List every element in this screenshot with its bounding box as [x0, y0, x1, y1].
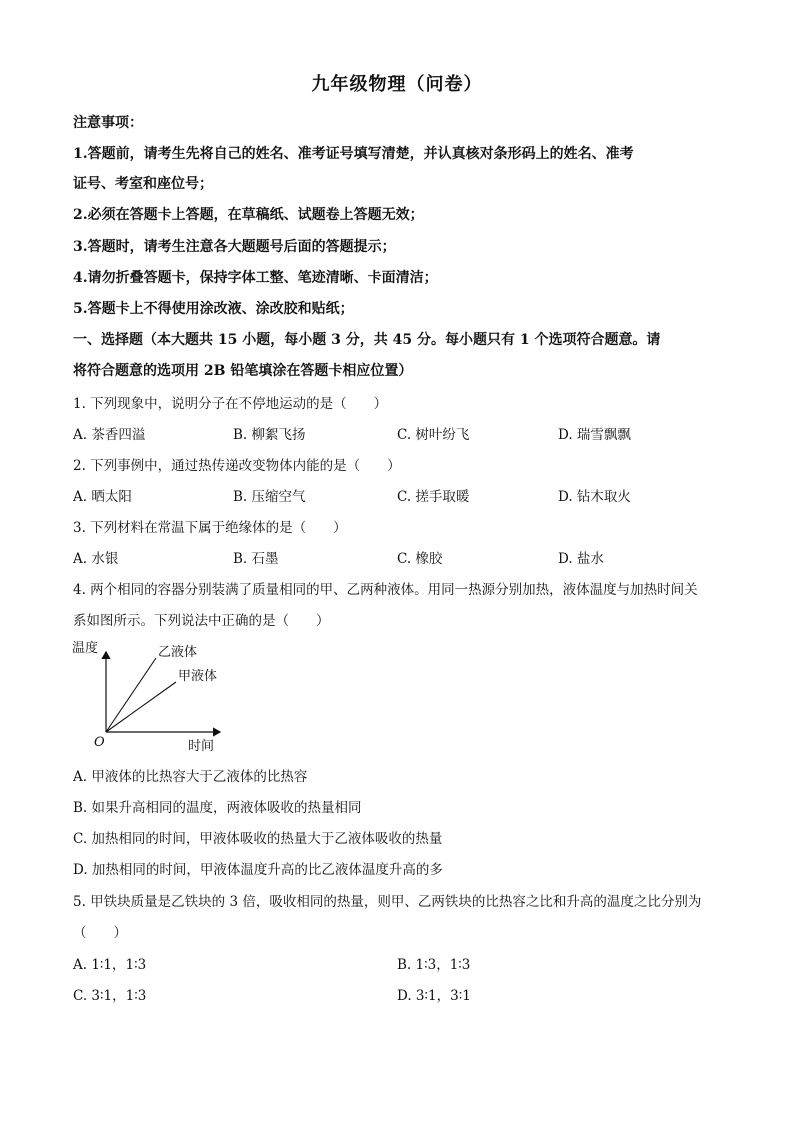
question-4-option-d: D. 加热相同的时间，甲液体温度升高的比乙液体温度升高的多 — [73, 862, 443, 878]
series-label-jia: 甲液体 — [178, 669, 218, 684]
question-3-option-d: D. 盐水 — [558, 551, 604, 567]
question-4-option-b: B. 如果升高相同的温度，两液体吸收的热量相同 — [73, 800, 362, 816]
question-2-option-b: B. 压缩空气 — [233, 489, 306, 505]
question-4-option-a: A. 甲液体的比热容大于乙液体的比热容 — [73, 769, 308, 785]
section-heading-cont: 将符合题意的选项用 2B 铅笔填涂在答题卡相应位置） — [73, 363, 413, 379]
question-4-stem: 4. 两个相同的容器分别装满了质量相同的甲、乙两种液体。用同一热源分别加热，液体温度与加热时间关 — [73, 582, 698, 598]
question-1-option-d: D. 瑞雪飘飘 — [558, 427, 631, 443]
question-3-stem: 3. 下列材料在常温下属于绝缘体的是（ ） — [73, 520, 347, 536]
question-5-option-a: A. 1∶1，1∶3 — [73, 957, 147, 973]
question-4-option-c: C. 加热相同的时间，甲液体吸收的热量大于乙液体吸收的热量 — [73, 831, 443, 847]
origin-label: O — [94, 735, 105, 750]
question-3-option-c: C. 橡胶 — [397, 551, 443, 567]
notice-item-2: 2.必须在答题卡上答题，在草稿纸、试题卷上答题无效； — [73, 207, 424, 223]
question-5-option-c: C. 3∶1，1∶3 — [73, 988, 147, 1004]
temperature-time-graph — [70, 640, 230, 758]
question-2-option-a: A. 晒太阳 — [73, 489, 132, 505]
question-1-option-a: A. 茶香四溢 — [73, 427, 146, 443]
question-3-option-a: A. 水银 — [73, 551, 119, 567]
question-1-option-c: C. 树叶纷飞 — [397, 427, 470, 443]
page-title: 九年级物理（问卷） — [311, 74, 483, 95]
notice-heading: 注意事项： — [73, 115, 143, 131]
x-axis-label: 时间 — [188, 739, 215, 754]
notice-item-4: 4.请勿折叠答题卡，保持字体工整、笔迹清晰、卡面清洁； — [73, 270, 438, 286]
series-line-yi — [106, 658, 156, 732]
notice-item-1: 1.答题前，请考生先将自己的姓名、准考证号填写清楚，并认真核对条形码上的姓名、准考 — [73, 146, 634, 162]
section-heading: 一、选择题（本大题共 15 小题，每小题 3 分，共 45 分。每小题只有 1 个选项符合题意。请 — [73, 332, 661, 348]
question-1-stem: 1. 下列现象中，说明分子在不停地运动的是（ ） — [73, 396, 388, 412]
question-2-option-c: C. 搓手取暖 — [397, 489, 470, 505]
notice-item-5: 5.答题卡上不得使用涂改液、涂改胶和贴纸； — [73, 301, 354, 317]
question-2-stem: 2. 下列事例中，通过热传递改变物体内能的是（ ） — [73, 458, 401, 474]
notice-item-3: 3.答题时，请考生注意各大题题号后面的答题提示； — [73, 239, 396, 255]
series-label-yi: 乙液体 — [158, 645, 198, 660]
question-5-option-d: D. 3∶1，3∶1 — [397, 988, 471, 1004]
question-2-option-d: D. 钻木取火 — [558, 489, 631, 505]
question-4-stem-cont: 系如图所示。下列说法中正确的是（ ） — [73, 613, 330, 629]
question-5-stem-cont: （ ） — [73, 925, 127, 941]
y-axis-label: 温度 — [72, 641, 99, 656]
question-5-stem: 5. 甲铁块质量是乙铁块的 3 倍，吸收相同的热量，则甲、乙两铁块的比热容之比和升高的温度之比分别为 — [73, 894, 702, 910]
question-5-option-b: B. 1∶3，1∶3 — [397, 957, 471, 973]
question-1-option-b: B. 柳絮飞扬 — [233, 427, 306, 443]
question-3-option-b: B. 石墨 — [233, 551, 279, 567]
series-line-jia — [106, 682, 176, 732]
notice-item-1-cont: 证号、考室和座位号； — [73, 176, 213, 192]
